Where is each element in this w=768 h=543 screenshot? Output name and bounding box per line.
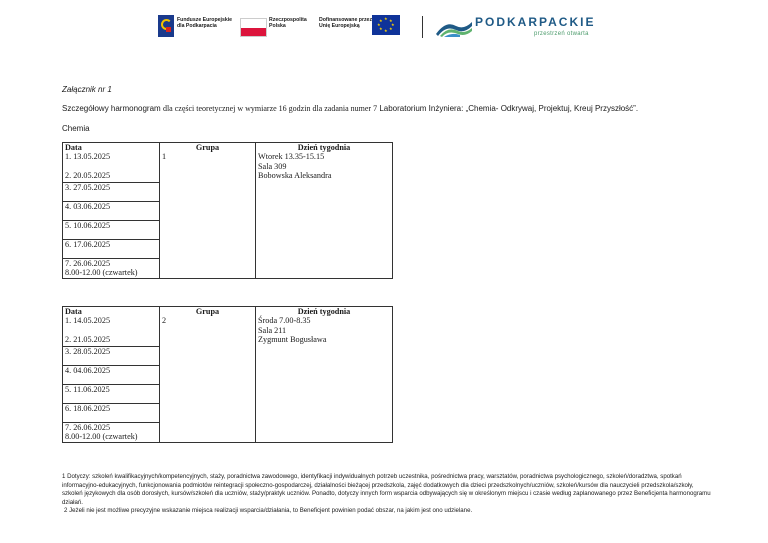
footnotes bbox=[62, 473, 712, 516]
day-line: Wtorek 13.35-15.15 bbox=[258, 152, 325, 162]
subject-label: Chemia bbox=[62, 124, 90, 133]
date-note: 8.00-12.00 (czwartek) bbox=[65, 432, 138, 442]
podkarpackie-subtitle: przestrzeń otwarta bbox=[534, 31, 589, 37]
lead-serif: dla części teoretycznej w wymiarze 16 godzin dla zadania numer 7 bbox=[162, 104, 378, 113]
date-item: 3. 27.05.2025 bbox=[63, 183, 160, 202]
date-item: 6. 18.06.2025 bbox=[63, 404, 160, 423]
date-item: 4. 03.06.2025 bbox=[63, 202, 160, 221]
lead-sans: Szczegółowy harmonogram bbox=[62, 104, 161, 113]
date-header: Data bbox=[65, 307, 82, 316]
day-line: Środa 7.00-8.35 bbox=[258, 316, 311, 326]
fe-logo-icon bbox=[158, 15, 174, 37]
group-header: Grupa bbox=[195, 143, 220, 152]
date-header: Data bbox=[65, 143, 82, 152]
schedule-description bbox=[62, 104, 638, 113]
group-value: 1 bbox=[162, 152, 167, 162]
group-cell bbox=[160, 143, 256, 279]
logo-separator bbox=[422, 16, 423, 38]
eu-logo-text: Dofinansowane przez Unię Europejską bbox=[319, 17, 373, 29]
date-item: 4. 04.06.2025 bbox=[63, 366, 160, 385]
day-cell bbox=[256, 143, 393, 279]
fe-logo-text: Fundusze Europejskie dla Podkarpacia bbox=[177, 17, 233, 29]
day-header: Dzień tygodnia bbox=[297, 143, 351, 152]
footnote-1: 1 Dotyczy: szkoleń kwalifikacyjnych/kompetencyjnych, staży, poradnictwa zawodowego, identyfikacji indywidualnych potrzeb uczestnika, pośrednictwa pracy, warsztatów, poradnictwa psychologicznego, szkoleń/doradztwa, spotkań informacyjno-edukacyjnych, funkcjonowania podmiotów reintegracji społeczno-gospodarczej, działalności bieżącej przedszkola, zajęć dodatkowych dla dzieci przedszkolnych/uczniów, szkoleń/kursów dla nauczycieli przedszkola/szkoły, szkoleń językowych dla osób dorosłych, kursów/szkoleń dla uczniów, staży/praktyk uczniów. Ponadto, dotyczy innych form wsparcia odbywających się w określonym miejscu i czasie według zaplanowanego przez Beneficjenta harmonogramu działań. bbox=[62, 473, 711, 506]
date-item: 7. 26.06.2025 bbox=[65, 259, 111, 268]
pl-logo-text: Rzeczpospolita Polska bbox=[269, 17, 307, 29]
day-line: Sala 309 bbox=[258, 161, 287, 171]
schedule-table-group-1 bbox=[62, 142, 393, 279]
group-cell bbox=[160, 307, 256, 443]
date-cell bbox=[63, 143, 160, 183]
date-item-last bbox=[63, 423, 160, 443]
group-value: 2 bbox=[162, 316, 167, 326]
eu-flag-icon: ★ ★ ★ ★ ★ ★ ★ ★ bbox=[372, 15, 400, 35]
date-item: 7. 26.06.2025 bbox=[65, 423, 111, 432]
podkarpackie-mark-icon bbox=[434, 16, 474, 38]
podkarpackie-title: PODKARPACKIE bbox=[475, 15, 596, 29]
group-header: Grupa bbox=[195, 307, 220, 316]
header-logos bbox=[0, 12, 768, 44]
lead-tail: Laboratorium Inżyniera: „Chemia- Odkrywaj, Projektuj, Kreuj Przyszłość”. bbox=[379, 104, 639, 113]
date-item: 6. 17.06.2025 bbox=[63, 240, 160, 259]
date-item: 1. 14.05.2025 bbox=[65, 316, 111, 326]
date-item-last bbox=[63, 259, 160, 279]
day-cell bbox=[256, 307, 393, 443]
day-header: Dzień tygodnia bbox=[297, 307, 351, 316]
footnote-2: 2 Jeżeli nie jest możliwe precyzyjne wskazanie miejsca realizacji wsparcia/działania, to Beneficjent powinien podać obszar, na jakim jest ono udzielane. bbox=[64, 507, 473, 515]
date-item: 1. 13.05.2025 bbox=[65, 152, 111, 162]
day-line: Sala 211 bbox=[258, 325, 287, 335]
annex-label: Załącznik nr 1 bbox=[62, 85, 112, 94]
date-item: 2. 20.05.2025 bbox=[65, 170, 111, 180]
date-item: 5. 11.06.2025 bbox=[63, 385, 160, 404]
day-line: Zygmunt Bogusława bbox=[258, 335, 327, 345]
day-line: Bobowska Aleksandra bbox=[258, 171, 332, 181]
date-note: 8.00-12.00 (czwartek) bbox=[65, 268, 138, 278]
date-item: 3. 28.05.2025 bbox=[63, 347, 160, 366]
date-item: 5. 10.06.2025 bbox=[63, 221, 160, 240]
date-item: 2. 21.05.2025 bbox=[65, 334, 111, 344]
schedule-table-group-2 bbox=[62, 306, 393, 443]
date-cell bbox=[63, 307, 160, 347]
pl-flag-icon bbox=[240, 18, 267, 37]
